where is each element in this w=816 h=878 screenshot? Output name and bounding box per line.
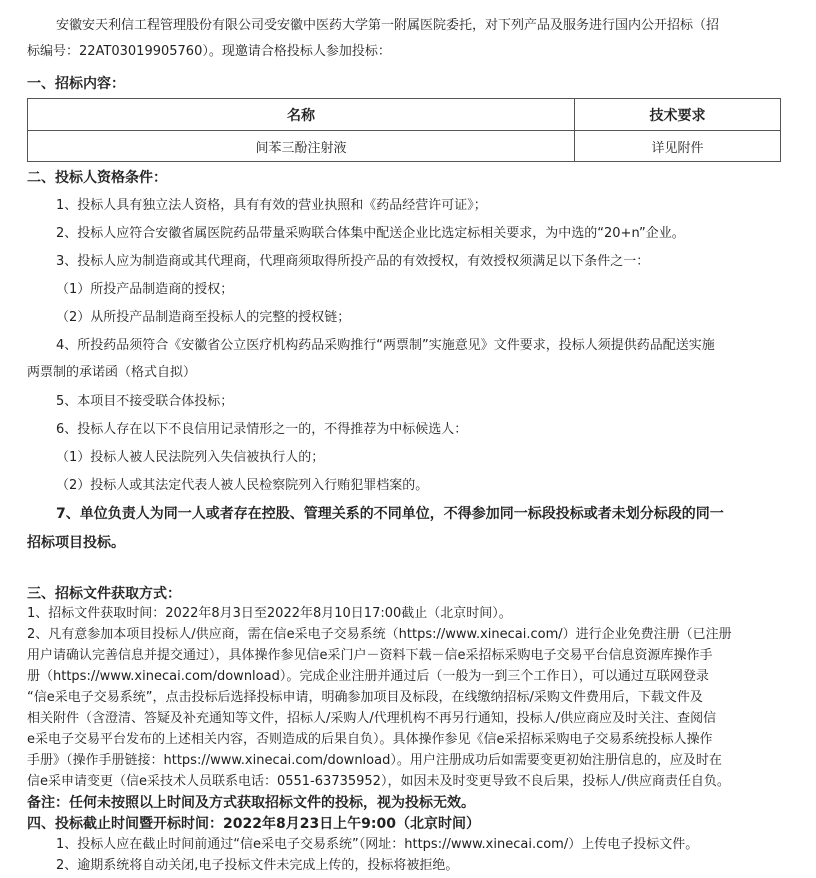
acquisition-text-line: 手册》（操作手册链接：https://www.xinecai.com/download）。用户注册成功后如需要变更初始注册信息的，应及时在 — [27, 753, 722, 768]
qualification-item-bold: 7、单位负责人为同一人或者存在控股、管理关系的不同单位，不得参加同一标段投标或者未划分标段的同一 — [56, 506, 724, 522]
section-heading-deadline: 四、投标截止时间暨开标时间：2022年8月23日上午9:00（北京时间） — [27, 816, 481, 832]
section-heading-bid-content: 一、招标内容： — [27, 76, 125, 92]
qualification-item: 5、本项目不接受联合体投标； — [56, 394, 234, 409]
acquisition-text-line: 相关附件（含澄清、答疑及补充通知等文件，招标人/采购人/代理机构不再另行通知，投标人/供应商应及时关注、查阅信 — [27, 711, 717, 726]
qualification-subitem: （1）所投产品制造商的授权； — [56, 282, 234, 297]
section-heading-document-acquisition: 三、招标文件获取方式： — [27, 586, 181, 602]
table-header-name: 名称 — [28, 99, 575, 131]
table-cell-product-name: 间苯三酚注射液 — [28, 131, 575, 162]
table-header-tech-requirement: 技术要求 — [575, 99, 781, 131]
intro-text-line-1: 安徽安天利信工程管理股份有限公司受安徽中医药大学第一附属医院委托，对下列产品及服务进行国内公开招标（招 — [56, 18, 720, 33]
acquisition-text-line: “信e采电子交易系统”，点击投标后选择投标申请，明确参加项目及标段，在线缴纳招标/采购文件费用后，下载文件及 — [27, 690, 703, 705]
table-cell-tech-requirement: 详见附件 — [575, 131, 781, 162]
acquisition-text-line: 2、凡有意参加本项目投标人/供应商，需在信e采电子交易系统（https://www.xinecai.com/）进行企业免费注册（已注册 — [27, 627, 732, 642]
qualification-subitem: （2）投标人或其法定代表人被人民检察院列入行贿犯罪档案的。 — [56, 478, 429, 493]
table-header-row — [28, 99, 781, 131]
qualification-subitem: （1）投标人被人民法院列入失信被执行人的； — [56, 450, 325, 465]
deadline-item: 2、逾期系统将自动关闭,电子投标文件未完成上传的，投标将被拒绝。 — [56, 858, 459, 873]
qualification-item-bold-continuation: 招标项目投标。 — [27, 535, 125, 551]
bid-items-table — [27, 98, 781, 162]
intro-text-line-2: 标编号：22AT03019905760）。现邀请合格投标人参加投标： — [27, 44, 391, 59]
acquisition-text-line: 用户请确认完善信息并提交通过），具体操作参见信e采门户－资料下载－信e采招标采购电子交易平台信息资源库操作手 — [27, 648, 713, 663]
acquisition-text-line: e采电子交易平台发布的上述相关内容，否则造成的后果自负）。具体操作参见《信e采招标采购电子交易系统投标人操作 — [27, 732, 713, 747]
acquisition-note: 备注：任何未按照以上时间及方式获取招标文件的投标，视为投标无效。 — [27, 795, 475, 811]
acquisition-text-line: 信e采申请变更（信e采技术人员联系电话：0551-63735952），如因未及时变更导致不良后果，投标人/供应商责任自负。 — [27, 774, 730, 789]
qualification-item: 4、所投药品须符合《安徽省公立医疗机构药品采购推行“两票制”实施意见》文件要求，投标人须提供药品配送实施 — [56, 338, 715, 353]
acquisition-text-line: 1、招标文件获取时间：2022年8月3日至2022年8月10日17:00截止（北京时间）。 — [27, 606, 512, 621]
qualification-item: 2、投标人应符合安徽省属医院药品带量采购联合体集中配送企业比选定标相关要求，为中选的“20+n”企业。 — [56, 226, 685, 241]
section-heading-qualifications: 二、投标人资格条件： — [27, 170, 167, 186]
qualification-subitem: （2）从所投产品制造商至投标人的完整的授权链； — [56, 310, 351, 325]
qualification-item: 3、投标人应为制造商或其代理商，代理商须取得所投产品的有效授权，有效授权须满足以下条件之一： — [56, 254, 650, 269]
deadline-item: 1、投标人应在截止时间前通过“信e采电子交易系统”（网址：https://www.xinecai.com/）上传电子投标文件。 — [56, 837, 699, 852]
qualification-item-continuation: 两票制的承诺函（格式自拟） — [27, 365, 197, 380]
table-row — [28, 131, 781, 162]
qualification-item: 1、投标人具有独立法人资格，具有有效的营业执照和《药品经营许可证》； — [56, 198, 487, 213]
acquisition-text-line: 册（https://www.xinecai.com/download）。完成企业注册并通过后（一般为一到三个工作日），可以通过互联网登录 — [27, 669, 709, 684]
qualification-item: 6、投标人存在以下不良信用记录情形之一的，不得推荐为中标候选人： — [56, 422, 468, 437]
